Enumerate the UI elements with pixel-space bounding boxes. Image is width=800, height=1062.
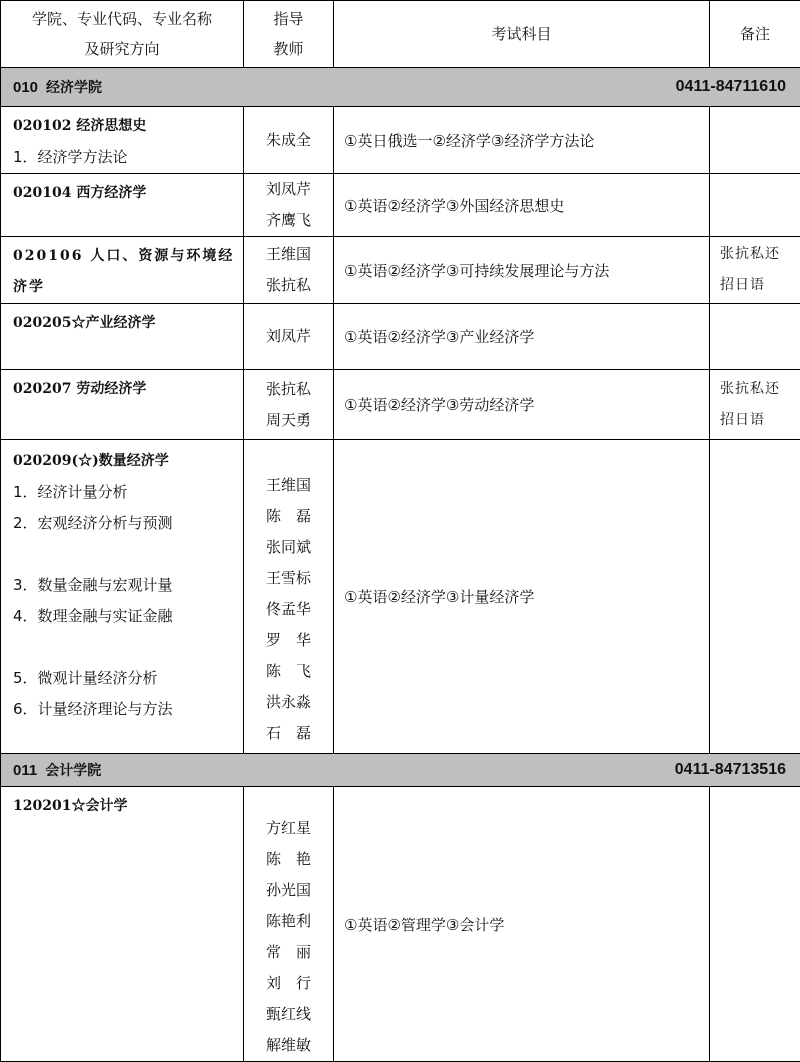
remark-cell — [710, 237, 800, 304]
research-direction: 4．数理金融与实证金融 — [13, 601, 243, 632]
exam-subjects: ①英语②管理学③会计学 — [334, 787, 710, 1062]
exam-subjects: ①英语②经济学③可持续发展理论与方法 — [334, 237, 710, 304]
table-row — [1, 107, 800, 174]
teacher-name: 齐鹰飞 — [244, 205, 333, 236]
major-title: 020104 西方经济学 — [13, 178, 243, 209]
remark-text: 招日语 — [720, 270, 800, 301]
teacher-name: 陈艳利 — [244, 906, 333, 937]
teacher-cell — [244, 787, 334, 1062]
section-code: 010 — [13, 79, 38, 96]
header-college-major: 学院、专业代码、专业名称 及研究方向 — [1, 1, 244, 68]
remark-cell — [710, 787, 800, 1062]
teacher-name: 王维国 — [244, 470, 333, 501]
remark-cell — [710, 107, 800, 174]
remark-text: 招日语 — [720, 405, 800, 436]
section-name: 经济学院 — [46, 80, 102, 96]
teacher-name: 洪永淼 — [244, 687, 333, 718]
table-row — [1, 370, 800, 440]
exam-subjects: ①英语②经济学③产业经济学 — [334, 304, 710, 370]
exam-subjects: ①英语②经济学③计量经济学 — [334, 440, 710, 754]
remark-cell — [710, 440, 800, 754]
section-row — [1, 68, 800, 107]
major-title: 020102 经济思想史 — [13, 111, 243, 142]
exam-subjects: ①英语②经济学③劳动经济学 — [334, 370, 710, 440]
remark-cell — [710, 174, 800, 237]
section-row — [1, 754, 800, 787]
teacher-name: 周天勇 — [244, 405, 333, 436]
teacher-cell — [244, 440, 334, 754]
research-direction: 1．经济计量分析 — [13, 477, 243, 508]
header-remarks: 备注 — [710, 1, 800, 68]
major-title: 020209(☆)数量经济学 — [13, 446, 243, 477]
teacher-cell — [244, 237, 334, 304]
major-cell — [1, 370, 244, 440]
teacher-name: 石 磊 — [244, 718, 333, 749]
table-row — [1, 304, 800, 370]
section-name: 会计学院 — [45, 763, 101, 779]
teacher-cell — [244, 174, 334, 237]
teacher-name: 陈 飞 — [244, 656, 333, 687]
teacher-cell — [244, 107, 334, 174]
major-title: 020106 人口、资源与环境经 — [13, 241, 243, 272]
research-direction: 5．微观计量经济分析 — [13, 663, 243, 694]
remark-cell — [710, 370, 800, 440]
table-row — [1, 787, 800, 1062]
table-row — [1, 174, 800, 237]
teacher-name: 罗 华 — [244, 625, 333, 656]
teacher-name: 张同斌 — [244, 532, 333, 563]
teacher-name: 王维国 — [244, 239, 333, 270]
teacher-name: 孙光国 — [244, 875, 333, 906]
major-cell — [1, 107, 244, 174]
header-row — [1, 1, 800, 68]
teacher-name: 刘凤芹 — [244, 321, 333, 352]
section-phone: 0411-84711610 — [676, 78, 786, 96]
research-direction: 6．计量经济理论与方法 — [13, 694, 243, 725]
major-cell — [1, 787, 244, 1062]
major-title: 020205☆产业经济学 — [13, 308, 243, 339]
major-cell — [1, 237, 244, 304]
remark-text: 张抗私还 — [720, 239, 800, 270]
exam-subjects: ①英日俄选一②经济学③经济学方法论 — [334, 107, 710, 174]
exam-subjects: ①英语②经济学③外国经济思想史 — [334, 174, 710, 237]
major-title: 济学 — [13, 272, 243, 303]
table-row — [1, 237, 800, 304]
research-direction: 3．数量金融与宏观计量 — [13, 570, 243, 601]
teacher-name: 佟孟华 — [244, 594, 333, 625]
teacher-name: 方红星 — [244, 813, 333, 844]
research-direction: 1．经济学方法论 — [13, 142, 243, 173]
major-cell — [1, 440, 244, 754]
teacher-cell — [244, 370, 334, 440]
teacher-name: 张抗私 — [244, 270, 333, 301]
major-title: 020207 劳动经济学 — [13, 374, 243, 405]
teacher-name: 张抗私 — [244, 374, 333, 405]
teacher-name: 陈 磊 — [244, 501, 333, 532]
section-code: 011 — [13, 762, 37, 779]
header-teacher: 指导 教师 — [244, 1, 334, 68]
remark-cell — [710, 304, 800, 370]
teacher-name: 刘 行 — [244, 968, 333, 999]
teacher-name: 陈 艳 — [244, 844, 333, 875]
table-row — [1, 440, 800, 754]
major-title: 120201☆会计学 — [13, 791, 243, 822]
header-exam-subjects: 考试科目 — [334, 1, 710, 68]
teacher-name: 甄红线 — [244, 999, 333, 1030]
major-cell — [1, 304, 244, 370]
teacher-name: 刘凤芹 — [244, 174, 333, 205]
major-cell — [1, 174, 244, 237]
teacher-name: 王雪标 — [244, 563, 333, 594]
research-direction: 2．宏观经济分析与预测 — [13, 508, 243, 539]
teacher-name: 常 丽 — [244, 937, 333, 968]
teacher-name: 解维敏 — [244, 1030, 333, 1061]
section-phone: 0411-84713516 — [675, 761, 786, 779]
teacher-cell — [244, 304, 334, 370]
teacher-name: 朱成全 — [244, 125, 333, 156]
remark-text: 张抗私还 — [720, 374, 800, 405]
